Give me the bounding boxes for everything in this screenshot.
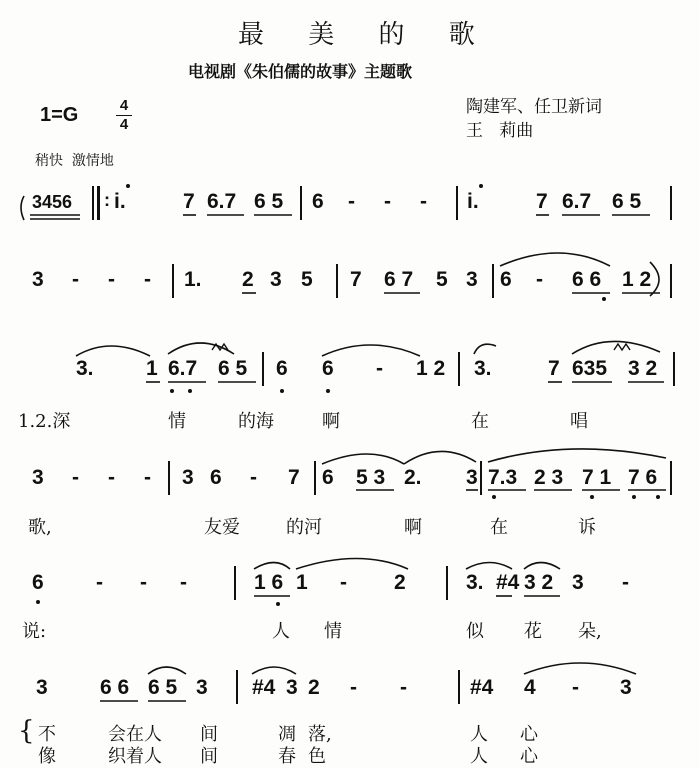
note: 7.3	[488, 466, 518, 489]
note: -	[140, 571, 147, 594]
note: 2	[242, 268, 254, 291]
lyric: 春	[278, 746, 296, 767]
note: 635	[572, 357, 608, 380]
note: 3	[32, 466, 44, 489]
lyricist-credit: 陶建军、任卫新词	[466, 97, 602, 117]
lyric: 不	[38, 724, 56, 745]
note: 2.	[404, 466, 422, 489]
barline	[236, 670, 238, 704]
barline	[670, 264, 672, 298]
lyric: 花	[524, 621, 542, 642]
barline	[262, 352, 264, 386]
note: 5	[436, 268, 448, 291]
note: -	[350, 676, 357, 699]
note: 7	[350, 268, 362, 291]
lyric: 人	[470, 724, 488, 745]
lyric: 唱	[570, 411, 588, 432]
note: 2 3	[534, 466, 564, 489]
note: 3	[286, 676, 298, 699]
note: 6	[322, 466, 334, 489]
note: 6	[322, 357, 334, 380]
note: 6	[312, 190, 324, 213]
barline	[446, 566, 448, 600]
key-signature: 1=G	[40, 104, 79, 126]
lyric: 朵,	[578, 621, 602, 642]
note: i.	[114, 190, 126, 213]
note: -	[72, 466, 79, 489]
note: -	[144, 466, 151, 489]
composer-credit: 王 莉曲	[466, 121, 534, 141]
note: -	[144, 268, 151, 291]
note: 6	[276, 357, 288, 380]
note: 5 3	[356, 466, 386, 489]
note: #4	[496, 571, 520, 594]
barline	[492, 264, 494, 298]
note: -	[340, 571, 347, 594]
barline	[97, 186, 100, 220]
note: 3	[36, 676, 48, 699]
note: -	[96, 571, 103, 594]
lyric: 像	[38, 746, 56, 767]
lyric: 诉	[578, 517, 596, 538]
note: 3	[466, 268, 478, 291]
note: 2	[394, 571, 406, 594]
note: 7	[536, 190, 548, 213]
time-sig-top: 4	[119, 97, 129, 114]
lyric: 1.2.深	[18, 411, 71, 432]
note: -	[180, 571, 187, 594]
note: 1 6	[254, 571, 284, 594]
note: 6.7	[168, 357, 198, 380]
note: -	[536, 268, 543, 291]
song-title: 最 美 的 歌	[238, 20, 493, 50]
lyric: 心	[520, 746, 538, 767]
note: 7	[548, 357, 560, 380]
lyric: 在	[471, 411, 489, 432]
intro-notes: 3456	[32, 192, 73, 212]
lyric: 说:	[22, 621, 47, 642]
note: 7 6	[628, 466, 658, 489]
barline	[673, 352, 675, 386]
note: -	[72, 268, 79, 291]
note: 2	[308, 676, 320, 699]
note: 5	[301, 268, 313, 291]
lyric: 的海	[238, 411, 274, 432]
note: 4	[524, 676, 536, 699]
lyric: 的河	[286, 517, 322, 538]
note: 6 5	[612, 190, 642, 213]
lyric: 凋	[278, 724, 296, 745]
note: #4	[252, 676, 276, 699]
lyric: 间	[200, 746, 218, 767]
note: 3	[572, 571, 584, 594]
barline	[458, 352, 460, 386]
song-subtitle: 电视剧《朱伯儒的故事》主题歌	[188, 62, 413, 81]
lyric: 啊	[404, 517, 422, 538]
note: 6.7	[207, 190, 237, 213]
note: 6.7	[562, 190, 592, 213]
note: 7 1	[582, 466, 612, 489]
note: 6 6	[572, 268, 602, 291]
note: 6 5	[148, 676, 178, 699]
note: -	[622, 571, 629, 594]
note: 6	[500, 268, 512, 291]
note: -	[108, 466, 115, 489]
lyric: 落,	[308, 724, 332, 745]
note: 6 5	[218, 357, 248, 380]
note: i.	[467, 190, 479, 213]
barline	[234, 566, 236, 600]
lyric: 人	[272, 621, 290, 642]
lyric: 人	[470, 746, 488, 767]
lyric: 情	[324, 621, 342, 642]
note: 6	[32, 571, 44, 594]
tempo-marking: 稍快 激情地	[35, 153, 114, 169]
lyric: 歌,	[28, 517, 52, 538]
note: 3	[620, 676, 632, 699]
note: 6 7	[384, 268, 414, 291]
note: 1 2	[622, 268, 652, 291]
time-signature	[116, 98, 132, 133]
barline	[314, 461, 316, 495]
barline	[300, 186, 302, 220]
note: 3	[182, 466, 194, 489]
note: 3 2	[628, 357, 658, 380]
note: -	[572, 676, 579, 699]
note: 3	[196, 676, 208, 699]
barline	[456, 186, 458, 220]
note: 3.	[466, 571, 484, 594]
intro-bracket	[21, 196, 24, 220]
time-sig-bottom: 4	[119, 116, 129, 133]
note: 6 5	[254, 190, 284, 213]
repeat-sign: :	[104, 190, 110, 210]
note: 3	[466, 466, 478, 489]
note: -	[348, 190, 355, 213]
lyric: 会在人	[108, 724, 162, 745]
lyric: 啊	[322, 411, 340, 432]
note: 1.	[184, 268, 202, 291]
note: 6	[210, 466, 222, 489]
lyric: 间	[200, 724, 218, 745]
lyric: 情	[168, 411, 186, 432]
note: 7	[183, 190, 195, 213]
note: 3	[270, 268, 282, 291]
note: -	[420, 190, 427, 213]
lyric: 似	[466, 621, 484, 642]
barline	[92, 186, 94, 220]
barline	[458, 670, 460, 704]
lyric: 心	[520, 724, 538, 745]
note: -	[400, 676, 407, 699]
lyric: 织着人	[108, 746, 162, 767]
note: 1	[146, 357, 158, 380]
barline	[168, 461, 170, 495]
note: -	[376, 357, 383, 380]
barline	[172, 264, 174, 298]
note: -	[108, 268, 115, 291]
lyric: 友爱	[204, 517, 240, 538]
note: 3 2	[524, 571, 554, 594]
note: 3.	[474, 357, 492, 380]
lyric: 色	[308, 746, 326, 767]
verse-brace: {	[18, 716, 35, 746]
barline	[480, 461, 482, 495]
note: -	[250, 466, 257, 489]
note: 3.	[76, 357, 94, 380]
lyric: 在	[490, 517, 508, 538]
note: 1	[296, 571, 308, 594]
barline	[336, 264, 338, 298]
barline	[670, 461, 672, 495]
note: 1 2	[416, 357, 446, 380]
note: #4	[470, 676, 494, 699]
note: 7	[288, 466, 300, 489]
note: 3	[32, 268, 44, 291]
note: 6 6	[100, 676, 130, 699]
barline	[670, 186, 672, 220]
note: -	[384, 190, 391, 213]
